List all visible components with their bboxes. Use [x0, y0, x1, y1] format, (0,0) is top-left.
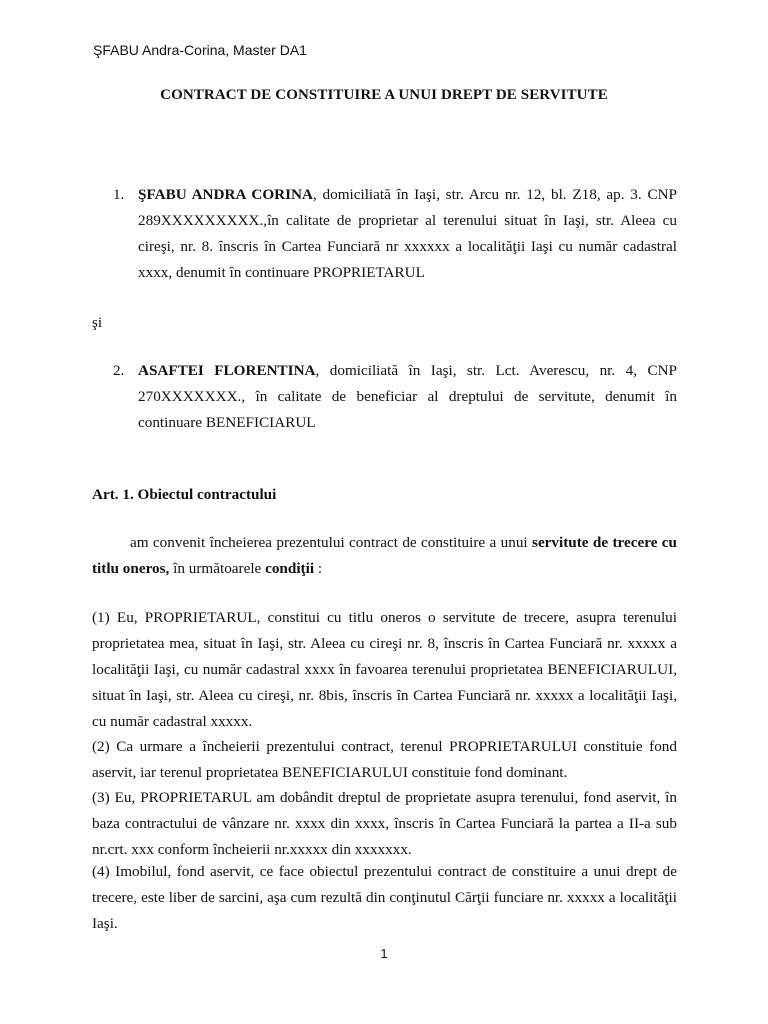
party-2-paragraph [138, 358, 677, 436]
intro-conditions: condiţii [265, 560, 315, 577]
party-1-paragraph [138, 182, 677, 286]
party-1-number: 1. [113, 186, 125, 203]
article-1-intro [92, 530, 677, 582]
intro-text: am convenit încheierea prezentului contract de constituire a unui [130, 534, 533, 551]
intro-bold-term: servitute de trecere cu titlu oneros, [92, 534, 677, 577]
party-1-name: ŞFABU ANDRA CORINA [138, 186, 313, 203]
clause-1: (1) Eu, PROPRIETARUL, constitui cu titlu oneros o servitute de trecere, asupra terenului proprietatea mea, situat în Iaşi, str. Aleea cu cireşi nr. 8, înscris în Cartea Funciară nr. xxxxx a localităţii Iaşi, cu număr cadastral xxxx în favoarea terenului proprietatea BENEFICIARULUI, situat în Iaşi, str. Aleea cu cireşi, nr. 8bis, înscris în Cartea Funciară nr. xxxxx a localităţii Iaşi, cu număr cadastral xxxxx. [92, 609, 677, 730]
clause-2: (2) Ca urmare a încheierii prezentului contract, terenul PROPRIETARULUI constituie fond aservit, iar terenul proprietatea BENEFICIARULUI constituie fond dominant. [92, 738, 677, 781]
article-1-heading: Art. 1. Obiectul contractului [92, 486, 277, 503]
party-2-name: ASAFTEI FLORENTINA [138, 362, 316, 379]
party-1-details: , domiciliată în Iaşi, str. Arcu nr. 12, bl. Z18, ap. 3. CNP 289XXXXXXXXX.,în calitate de proprietar al terenului situat în Iaşi, str. Aleea cu cireşi, nr. 8. înscris în Cartea Funciară nr xxxxxx a localităţii Iaşi cu număr cadastral xxxx, denumit în continuare PROPRIETARUL [138, 186, 677, 281]
clause-3: (3) Eu, PROPRIETARUL am dobândit dreptul de proprietate asupra terenului, fond aservit, în baza contractului de vânzare nr. xxxx din xxxx, înscris în Cartea Funciară la partea a II-a sub nr.crt. xxx conform încheierii nr.xxxxx din xxxxxxx. [92, 789, 677, 858]
party-2-details: , domiciliată în Iaşi, str. Lct. Averescu, nr. 4, CNP 270XXXXXXX., în calitate de beneficiar al dreptului de servitute, denumit în continuare BENEFICIARUL [138, 362, 677, 431]
conjunction: şi [92, 314, 103, 331]
intro-suffix: : [314, 560, 323, 577]
intro-middle: în următoarele [169, 560, 266, 577]
document-title: CONTRACT DE CONSTITUIRE A UNUI DREPT DE SERVITUTE [160, 87, 608, 103]
party-2-number: 2. [113, 362, 125, 379]
page-number: 1 [380, 946, 388, 961]
document-header: ŞFABU Andra-Corina, Master DA1 [93, 42, 307, 58]
clause-4: (4) Imobilul, fond aservit, ce face obiectul prezentului contract de constituire a unui drept de trecere, este liber de sarcini, aşa cum rezultă din conţinutul Cărţii funciare nr. xxxxx a localităţii Iaşi. [92, 863, 677, 932]
